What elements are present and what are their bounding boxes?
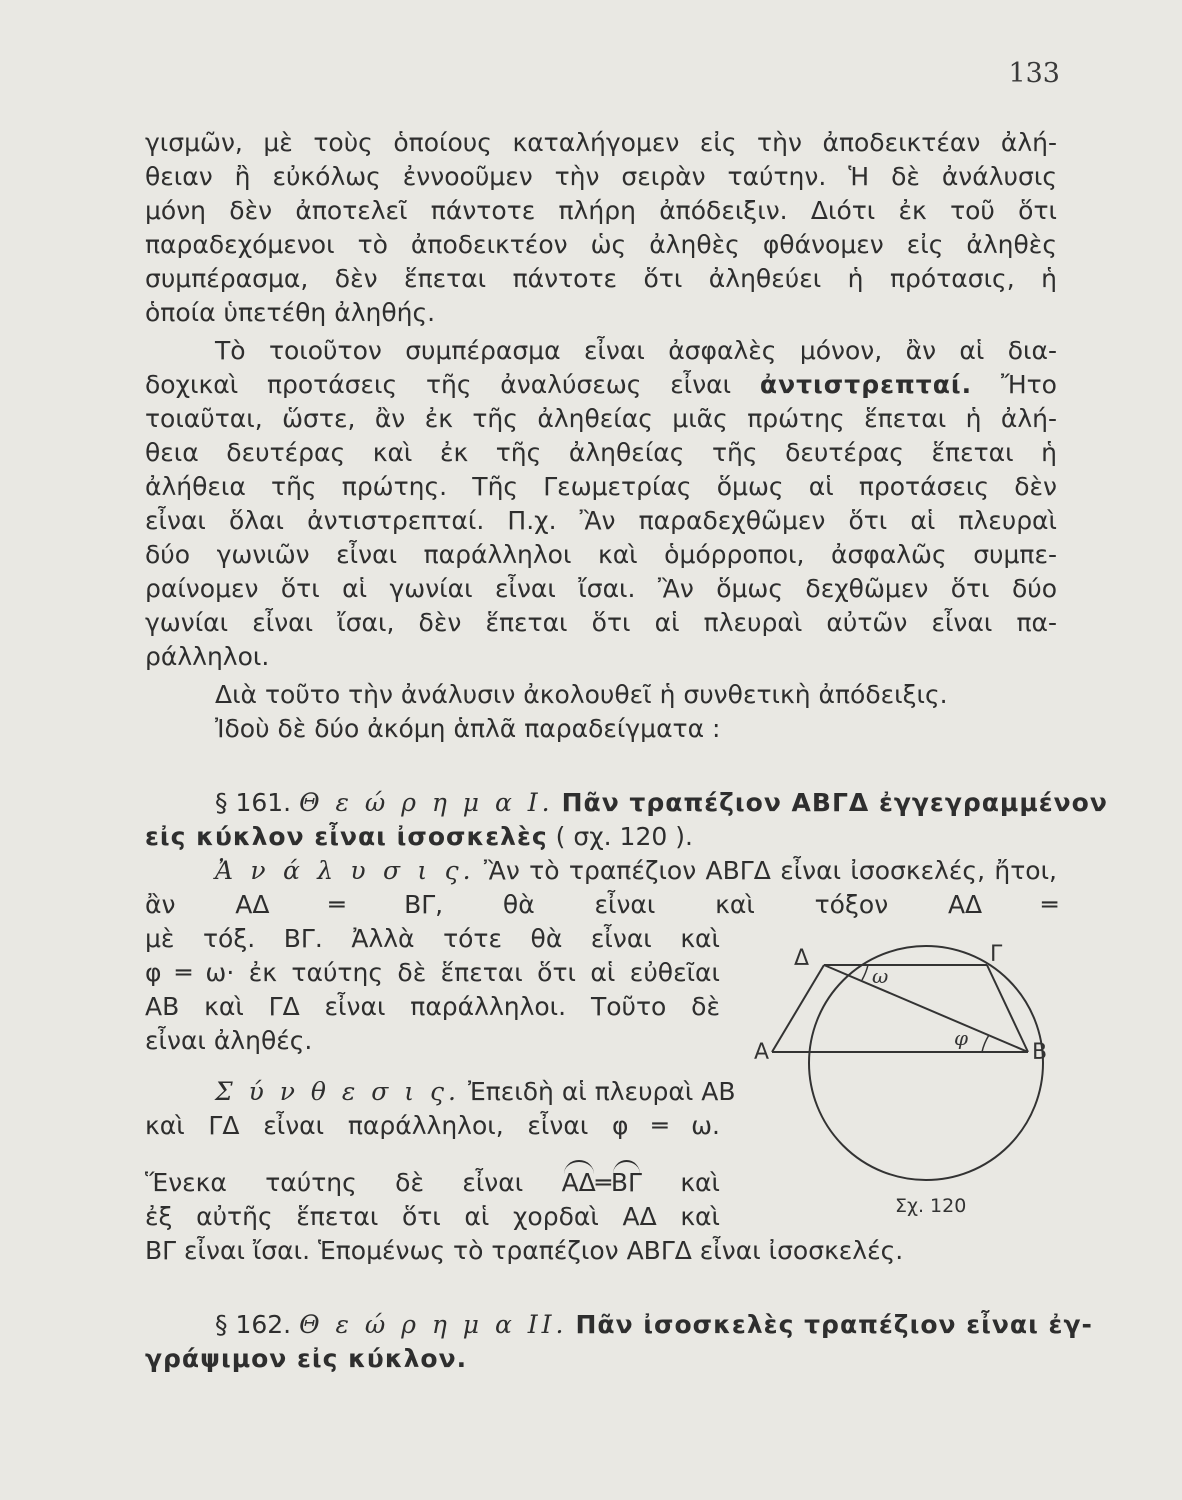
text-line: θειαν ἢ εὐκόλως ἐννοοῦμεν τὴν σειρὰν ταύτην. Ἡ δὲ ἀνάλυσις xyxy=(145,162,1057,191)
analysis-line xyxy=(215,854,1057,888)
text-span: Ἂν τὸ τραπέζιον ΑΒΓΔ εἶναι ἰσοσκελές, ἤτοι, xyxy=(483,856,1058,885)
text-line: ΒΓ εἶναι ἴσαι. Ἑπομένως τὸ τραπέζιον ΑΒΓΔ εἶναι ἰσοσκελές. xyxy=(145,1236,904,1265)
text-line: ραίνομεν ὅτι αἱ γωνίαι εἶναι ἴσαι. Ἂν ὅμως δεχθῶμεν ὅτι δύο xyxy=(145,574,1057,603)
text-line: ἀλήθεια τῆς πρώτης. Τῆς Γεωμετρίας ὅμως αἱ προτάσεις δὲν xyxy=(145,472,1057,501)
label-b: Β xyxy=(1032,1040,1048,1065)
angle-omega-arc xyxy=(862,965,868,980)
text-line: εἶναι ὅλαι ἀντιστρεπταί. Π.χ. Ἂν παραδεχθῶμεν ὅτι αἱ πλευραὶ xyxy=(145,506,1057,535)
text-line: ΑΒ καὶ ΓΔ εἶναι παράλληλοι. Τοῦτο δὲ xyxy=(145,992,720,1021)
theorem-statement: Πᾶν ἰσοσκελὲς τραπέζιον εἶναι ἐγ- xyxy=(575,1310,1093,1339)
emphasis-text: ἀντιστρεπταί. xyxy=(759,370,973,399)
label-phi: φ xyxy=(954,1026,969,1050)
synthesis-label: Σ ύ ν θ ε σ ι ς. xyxy=(215,1077,460,1106)
angle-phi-arc xyxy=(982,1035,989,1052)
text-line xyxy=(145,368,1057,402)
label-g: Γ xyxy=(990,942,1003,967)
page-number: 133 xyxy=(1008,58,1060,89)
text-line: παραδεχόμενοι τὸ ἀποδεικτέον ὡς ἀληθὲς φθάνομεν εἰς ἀληθὲς xyxy=(145,230,1057,259)
text-line: εἶναι ἀληθές. xyxy=(145,1026,313,1055)
trapezoid-figure xyxy=(750,935,1070,1235)
theorem-statement-line xyxy=(145,1342,1057,1376)
text-line: μόνη δὲν ἀποτελεῖ πάντοτε πλήρη ἀπόδειξιν. Διότι ἐκ τοῦ ὅτι xyxy=(145,196,1057,225)
text-line: τοιαῦται, ὥστε, ἂν ἐκ τῆς ἀληθείας μιᾶς πρώτης ἕπεται ἡ ἀλή- xyxy=(145,404,1057,433)
equals-sign: ═ xyxy=(595,1168,611,1197)
analysis-label: Ἀ ν ά λ υ σ ι ς. xyxy=(215,856,475,885)
figure-reference: ( σχ. 120 ). xyxy=(555,822,693,851)
text-line: μὲ τόξ. ΒΓ. Ἀλλὰ τότε θὰ εἶναι καὶ xyxy=(145,924,720,953)
text-line xyxy=(145,1166,720,1200)
text-line: ράλληλοι. xyxy=(145,642,270,671)
section-number: § 161. xyxy=(215,788,292,817)
synthesis-line xyxy=(215,1075,736,1109)
theorem-heading xyxy=(215,1308,1093,1342)
figure-caption: Σχ. 120 xyxy=(895,1195,967,1217)
text-line: θεια δευτέρας καὶ ἐκ τῆς ἀληθείας τῆς δευτέρας ἕπεται ἡ xyxy=(145,438,1057,467)
side-ad xyxy=(772,965,824,1052)
text-line: γωνίαι εἶναι ἴσαι, δὲν ἕπεται ὅτι αἱ πλευραὶ αὐτῶν εἶναι πα- xyxy=(145,608,1057,637)
text-span: Ἤτο xyxy=(1000,370,1057,399)
text-line: Διὰ τοῦτο τὴν ἀνάλυσιν ἀκολουθεῖ ἡ συνθετικὴ ἀπόδειξις. xyxy=(215,680,948,709)
theorem-heading xyxy=(215,786,1108,820)
text-span: δοχικαὶ προτάσεις τῆς ἀναλύσεως εἶναι xyxy=(145,370,732,399)
label-d: Δ xyxy=(794,946,810,971)
text-line: καὶ ΓΔ εἶναι παράλληλοι, εἶναι φ ═ ω. xyxy=(145,1111,720,1140)
theorem-label: Θ ε ώ ρ η μ α II. xyxy=(299,1310,568,1339)
text-span: Ἐπειδὴ αἱ πλευραὶ ΑΒ xyxy=(467,1077,736,1106)
text-line: Ἰδοὺ δὲ δύο ἀκόμη ἁπλᾶ παραδείγματα : xyxy=(215,714,721,743)
text-line: φ ═ ω· ἐκ ταύτης δὲ ἕπεται ὅτι αἱ εὐθεῖαι xyxy=(145,958,720,987)
text-line: δύο γωνιῶν εἶναι παράλληλοι καὶ ὁμόρροποι, ἀσφαλῶς συμπε- xyxy=(145,540,1057,569)
text-line: γισμῶν, μὲ τοὺς ὁποίους καταλήγομεν εἰς τὴν ἀποδεικτέαν ἀλή- xyxy=(145,128,1057,157)
circumscribed-circle xyxy=(809,946,1043,1180)
text-line: ἐξ αὐτῆς ἕπεται ὅτι αἱ χορδαὶ ΑΔ καὶ xyxy=(145,1202,720,1231)
text-span: Ἕνεκα ταύτης δὲ εἶναι xyxy=(145,1168,524,1197)
text-line: Τὸ τοιοῦτον συμπέρασμα εἶναι ἀσφαλὲς μόνον, ἂν αἱ δια- xyxy=(215,336,1057,365)
diagonal-db xyxy=(824,965,1028,1052)
arc-ad: ΑΔ xyxy=(562,1166,596,1200)
label-omega: ω xyxy=(872,964,889,988)
text-line: ὁποία ὑπετέθη ἀληθής. xyxy=(145,298,436,327)
section-number: § 162. xyxy=(215,1310,292,1339)
text-span: καὶ xyxy=(680,1168,720,1197)
theorem-statement-line xyxy=(145,820,1057,854)
text-line: συμπέρασμα, δὲν ἕπεται πάντοτε ὅτι ἀληθεύει ἡ πρότασις, ἡ xyxy=(145,264,1057,293)
arc-bg: ΒΓ xyxy=(611,1166,642,1200)
theorem-statement: Πᾶν τραπέζιον ΑΒΓΔ ἐγγεγραμμένον xyxy=(561,788,1108,817)
theorem-label: Θ ε ώ ρ η μ α I. xyxy=(299,788,554,817)
theorem-statement: εἰς κύκλον εἶναι ἰσοσκελὲς xyxy=(145,822,548,851)
label-a: Α xyxy=(754,1040,770,1065)
text-line: ἂν ΑΔ ═ ΒΓ, θὰ εἶναι καὶ τόξον ΑΔ ═ xyxy=(145,890,1057,919)
theorem-statement: γράψιμον εἰς κύκλον. xyxy=(145,1344,468,1373)
